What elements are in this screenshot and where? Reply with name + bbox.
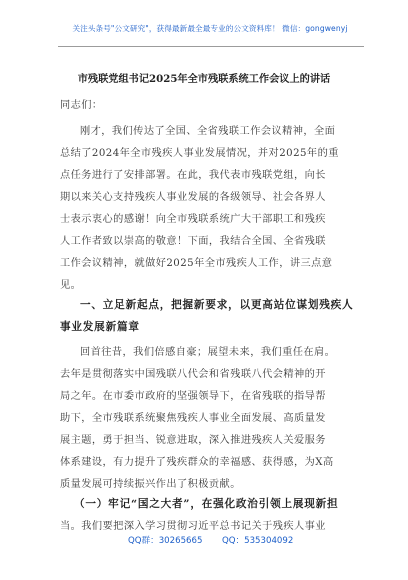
banner-divider	[58, 46, 364, 47]
paragraph-line: 士表示衷心的感谢！向全市残联系统广大干部职工和残疾	[60, 214, 326, 225]
paragraph-line: 质量发展可持续振兴作出了积极贡献。	[60, 479, 241, 490]
paragraph-line: 当。我们要把深入学习贯彻习近平总书记关于残疾人事业	[60, 521, 326, 532]
paragraph-line: 助下，全市残联系统聚焦残疾人事业全面发展、高质量发	[60, 413, 326, 424]
paragraph-line: 体系建设，有力提升了残疾群众的幸福感、获得感，为X高	[60, 457, 334, 468]
paragraph-line: 期以来关心支持残疾人事业发展的各级领导、社会各界人	[60, 192, 326, 203]
paragraph-line: 总结了2024年全市残疾人事业发展情况，并对2025年的重	[60, 148, 339, 159]
section-heading: 一、立足新起点，把握新要求，以更高站位谋划残疾人	[80, 299, 354, 311]
paragraph-line: 展主题，勇于担当、锐意进取，深入推进残疾人关爱服务	[60, 435, 326, 446]
salutation: 同志们：	[60, 100, 103, 111]
footer-qq-group: QQ群：30265665	[128, 536, 203, 546]
paragraph-line: 局之年。在市委市政府的坚强领导下，在省残联的指导帮	[60, 391, 326, 402]
paragraph-line: 刚才，我们传达了全国、全省残联工作会议精神，全面	[80, 126, 336, 137]
footer-qq: QQ：535304092	[222, 536, 294, 546]
paragraph-line: 人工作者致以崇高的敬意！下面，我结合全国、全省残联	[60, 236, 326, 247]
paragraph-line: 回首往昔，我们倍感自豪；展望未来，我们重任在肩。	[80, 347, 336, 358]
subsection-heading: （一）牢记“国之大者”，在强化政治引领上展现新担	[74, 498, 339, 510]
promo-banner: 关注头条号"公文研究"，获得最新最全最专业的公文资料库！ 微信：gongwenyj	[72, 24, 348, 33]
paragraph-line: 见。	[60, 280, 82, 291]
paragraph-line: 去年是贯彻落实中国残联八代会和省残联八代会精神的开	[60, 369, 326, 380]
document-title: 市残联党组书记2025年全市残联系统工作会议上的讲话	[77, 73, 331, 85]
section-heading: 事业发展新篇章	[60, 321, 140, 333]
paragraph-line: 点任务进行了安排部署。在此，我代表市残联党组，向长	[60, 170, 326, 181]
paragraph-line: 工作会议精神，就做好2025年全市残疾人工作，讲三点意	[60, 258, 333, 269]
